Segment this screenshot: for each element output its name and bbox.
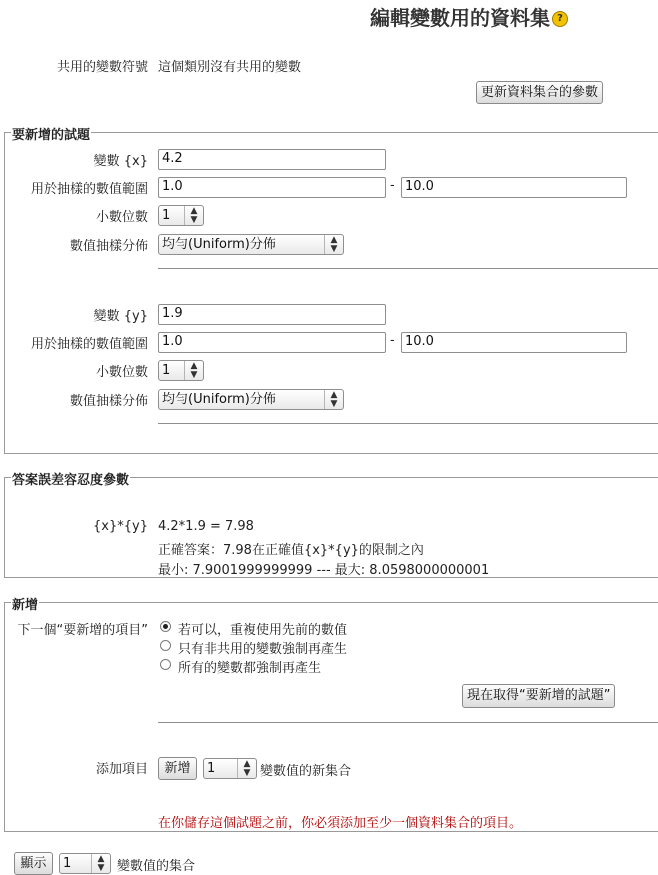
variable-x-decimals-value: 1	[162, 208, 171, 223]
dropdown-arrows-icon: ▲ ▼	[324, 235, 343, 254]
add-count-select[interactable]	[203, 758, 257, 779]
variable-y-decimals-select[interactable]	[158, 360, 204, 381]
variable-y-distribution-select[interactable]	[158, 389, 344, 410]
get-new-question-button[interactable]: 現在取得“要新增的試題”	[462, 684, 615, 708]
save-warning: 在你儲存這個試題之前，你必須添加至少一個資料集合的項目。	[158, 816, 523, 831]
divider	[158, 722, 658, 723]
dropdown-arrows-icon: ▲ ▼	[91, 854, 110, 873]
shared-variables-label: 共用的變數符號	[56, 60, 148, 75]
variable-y-label: 變數 {y}	[93, 309, 148, 324]
variable-y-range-label: 用於抽樣的數值範圍	[30, 337, 148, 352]
show-count-select[interactable]	[59, 853, 111, 874]
variable-y-value-input[interactable]: 1.9	[158, 304, 386, 325]
variable-y-decimals-label: 小數位數	[95, 365, 148, 380]
tolerance-legend: 答案誤差容忍度參數	[11, 469, 130, 488]
show-count-suffix: 變數值的集合	[117, 859, 196, 874]
variable-x-value-input[interactable]: 4.2	[158, 149, 386, 170]
formula-equation: 4.2*1.9 = 7.98	[158, 519, 254, 534]
stepper-arrows-icon: ▲ ▼	[184, 206, 203, 225]
variable-y-decimals-value: 1	[162, 363, 171, 378]
variable-x-range-min-input[interactable]: 1.0	[158, 177, 386, 198]
dropdown-arrows-icon: ▲ ▼	[237, 759, 256, 778]
add-count-value: 1	[207, 761, 216, 776]
add-items-label: 添加項目	[95, 762, 148, 777]
shared-variables-value: 這個類別沒有共用的變數	[158, 60, 302, 75]
regenerate-private-label: 只有非共用的變數強制再產生	[178, 642, 348, 657]
reuse-values-label: 若可以，重複使用先前的數值	[178, 623, 348, 638]
reuse-values-radio[interactable]	[160, 621, 171, 632]
show-count-value: 1	[63, 856, 72, 871]
variable-y-range-min-input[interactable]: 1.0	[158, 332, 386, 353]
variable-x-distribution-select[interactable]	[158, 234, 344, 255]
new-question-legend: 要新增的試題	[11, 124, 91, 143]
variable-x-decimals-select[interactable]	[158, 205, 204, 226]
correct-answer-note: 正確答案：7.98在正確值{x}*{y}的限制之內	[158, 543, 424, 558]
variable-x-range-label: 用於抽樣的數值範圍	[30, 182, 148, 197]
variable-y-distribution-value: 均勻(Uniform)分佈	[162, 392, 276, 407]
variable-y-distribution-label: 數值抽樣分佈	[69, 394, 148, 409]
variable-x-distribution-value: 均勻(Uniform)分佈	[162, 237, 276, 252]
divider	[158, 268, 658, 269]
add-legend: 新增	[11, 594, 39, 613]
regenerate-all-label: 所有的變數都強制再產生	[178, 661, 322, 676]
update-dataset-params-button[interactable]: 更新資料集合的參數	[476, 81, 603, 104]
variable-y-range-max-input[interactable]: 10.0	[401, 332, 627, 353]
variable-x-label: 變數 {x}	[93, 154, 148, 169]
min-max-range: 最小: 7.9001999999999 --- 最大: 8.0598000000001	[158, 563, 490, 578]
divider	[158, 423, 658, 424]
variable-y-range-separator: -	[390, 333, 395, 348]
help-icon[interactable]: ?	[552, 11, 568, 27]
page-title-text: 編輯變數用的資料集	[370, 6, 550, 30]
variable-x-distribution-label: 數值抽樣分佈	[69, 239, 148, 254]
show-button[interactable]: 顯示	[14, 852, 53, 875]
variable-x-range-max-input[interactable]: 10.0	[401, 177, 627, 198]
page-title	[370, 2, 568, 31]
regenerate-private-radio[interactable]	[160, 640, 171, 651]
variable-x-decimals-label: 小數位數	[95, 210, 148, 225]
add-count-suffix: 變數值的新集合	[260, 764, 352, 779]
regenerate-all-radio[interactable]	[160, 659, 171, 670]
variable-x-range-separator: -	[390, 178, 395, 193]
next-item-label: 下一個“要新增的項目”	[17, 623, 148, 638]
formula-label: {x}*{y}	[93, 519, 148, 534]
stepper-arrows-icon: ▲ ▼	[184, 361, 203, 380]
add-button[interactable]: 新增	[158, 757, 197, 780]
dropdown-arrows-icon: ▲ ▼	[324, 390, 343, 409]
